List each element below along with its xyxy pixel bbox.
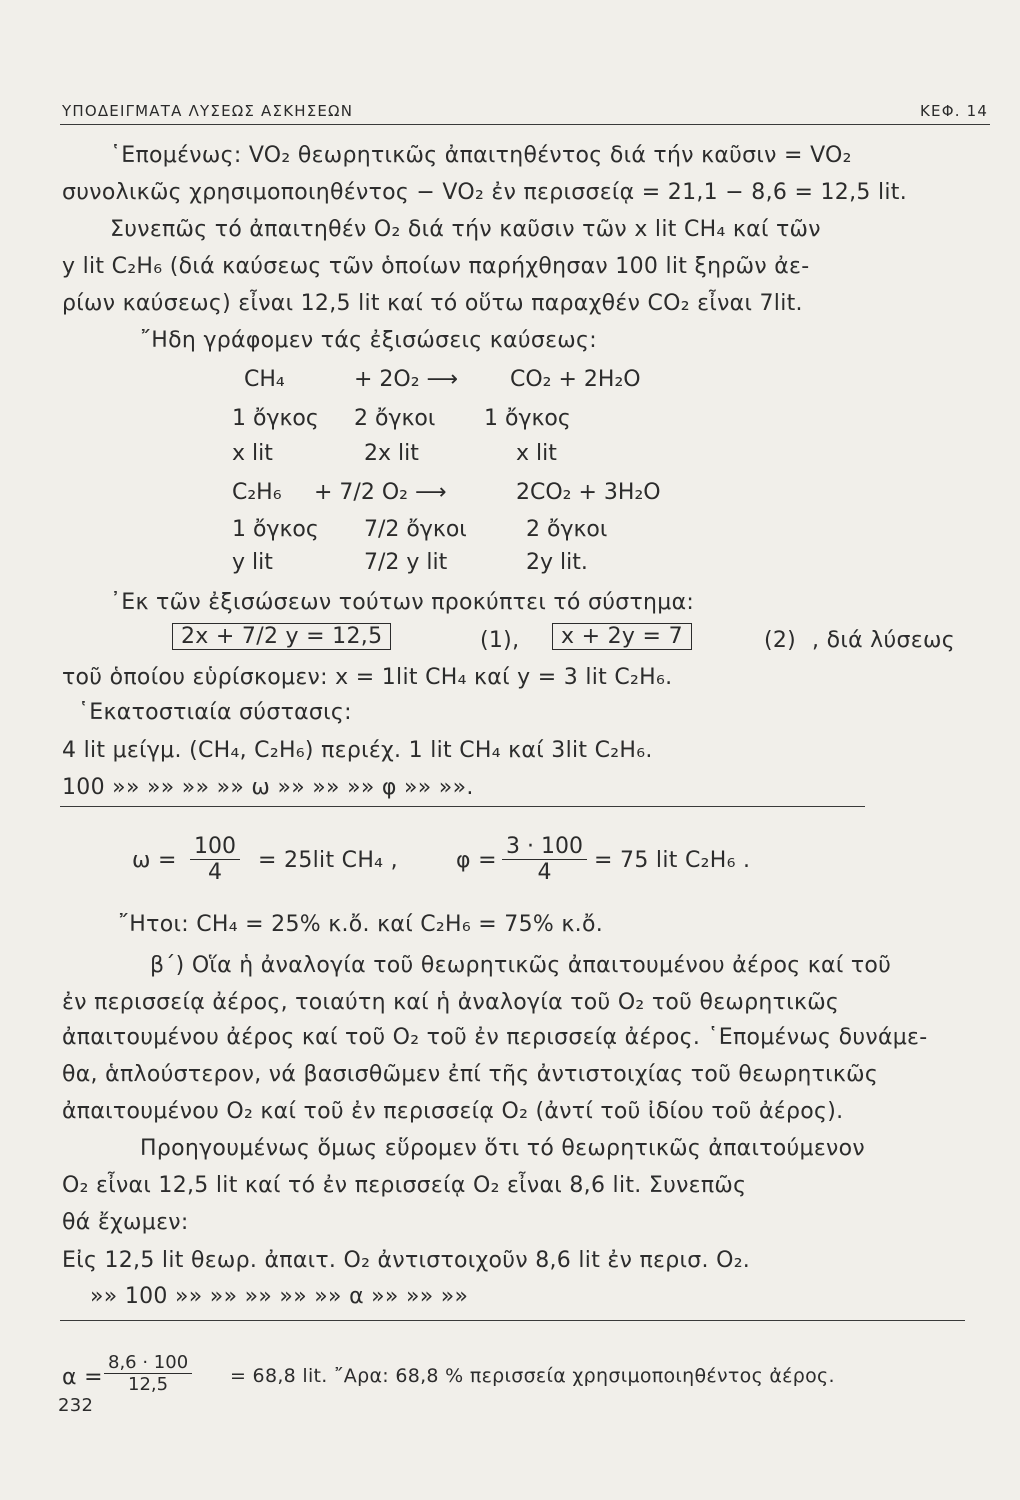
text-line: ᾿Εκ τῶν ἐξισώσεων τούτων προκύπτει τό σύστημα: — [110, 590, 695, 615]
text-line: ῎Ηδη γράφομεν τάς ἐξισώσεις καύσεως: — [140, 328, 597, 353]
equation-2-label: (2) — [764, 628, 797, 653]
text-line: Προηγουμένως ὅμως εὕρομεν ὅτι τό θεωρητικῶς ἀπαιτούμενον — [140, 1136, 865, 1161]
alpha-lhs: α = — [62, 1365, 103, 1390]
equation-1: 2x + 7/2 y = 12,5 — [172, 624, 391, 649]
document-page: ΥΠΟΔΕΙΓΜΑΤΑ ΛΥΣΕΩΣ ΑΣΚΗΣΕΩΝ ΚΕΦ. 14 ῾Επομένως: VO₂ θεωρητικῶς ἀπαιτηθέντος διά τήν καῦσιν = VO₂ συνολικῶς χρησιμοποιηθέντος − VO₂ ἐν περισσείᾳ = 21,1 − 8,6 = 12,5 lit. Συνεπῶς τό ἀπαιτηθέν O₂ διά τήν καῦσιν τῶν x lit CH₄ καί τῶν y lit C₂H₆ (διά καύσεως τῶν ὁποίων παρήχθησαν 100 lit ξηρῶν ἀε- ρίων καύσεως) εἶναι 12,5 lit καί τό οὕτω παραχθέν CO₂ εἶναι 7lit. ῎Ηδη γράφομεν τάς ἐξισώσεις καύσεως: CH₄ + 2O₂ ⟶ CO₂ + 2H₂O 1 ὄγκος 2 ὄγκοι 1 ὄγκος x lit 2x lit x lit C₂H₆ + 7/2 O₂ ⟶ 2CO₂ + 3H₂O 1 ὄγκος 7/2 ὄγκοι 2 ὄγκοι y lit 7/2 y lit 2y lit. ᾿Εκ τῶν ἐξισώσεων τούτων προκύπτει τό σύστημα: 2x + 7/2 y = 12,5 (1), x + 2y = 7 (2) , διά λύσεως τοῦ ὁποίου εὑρίσκομεν: x = 1lit CH₄ καί y = 3 lit C₂H₆. ῾Εκατοστιαία σύστασις: 4 lit μείγμ. (CH₄, C₂H₆) περιέχ. 1 lit CH₄ καί 3lit C₂H₆. 100 »» »» »» »» ω »» »» »» φ »» »». ω = $\frac{100}{4}$ = 25lit CH₄ , φ = $\frac{3 \cdot 100}{4}$ = 75 lit C₂H₆ . ῎Ητοι: CH₄ = 25% κ.ὄ. καί C₂H₆ = 75% κ.ὄ. β΄) Οἵα ἡ ἀναλογία τοῦ θεωρητικῶς ἀπαιτουμένου ἀέρος καί τοῦ ἐν περισσείᾳ ἀέρος, τοιαύτη καί ἡ ἀναλογία τοῦ O₂ τοῦ θεωρητικῶς ἀπαιτουμένου ἀέρος καί τοῦ O₂ τοῦ ἐν περισσείᾳ ἀέρος. ῾Επομένως δυνάμε- θα, ἁπλούστερον, νά βασισθῶμεν ἐπί τῆς ἀντιστοιχίας τοῦ θεωρητικῶς ἀπαιτουμένου O₂ καί τοῦ ἐν περισσείᾳ O₂ (ἀντί τοῦ ἰδίου τοῦ ἀέρος). Προηγουμένως ὅμως εὕρομεν ὅτι τό θεωρητικῶς ἀπαιτούμενον O₂ εἶναι 12,5 lit καί τό ἐν περισσείᾳ O₂ εἶναι 8,6 lit. Συνεπῶς θά ἔχωμεν: Εἰς 12,5 lit θεωρ. ἀπαιτ. O₂ ἀντιστοιχοῦν 8,6 lit ἐν περισ. O₂. »» 100 »» »» »» »» »» α »» »» »» α = $\frac{8,6 \cdot 100}{12,5}$ = 68,8 lit. ῎Αρα: 68,8 % περισσεία χρησιμοποιηθέντος ἀέρος. 232 — [58, 102, 989, 1416]
proportion-row: Εἰς 12,5 lit θεωρ. ἀπαιτ. O₂ ἀντιστοιχοῦν 8,6 lit ἐν περισ. O₂. — [62, 1248, 751, 1273]
text-line: ῾Επομένως: VO₂ θεωρητικῶς ἀπαιτηθέντος διά τήν καῦσιν = VO₂ — [110, 143, 852, 168]
text-line: O₂ εἶναι 12,5 lit καί τό ἐν περισσείᾳ O₂ εἶναι 8,6 lit. Συνεπῶς — [62, 1173, 747, 1198]
chapter-label: ΚΕΦ. 14 — [920, 102, 989, 120]
omega-rhs: = 25lit CH₄ , — [258, 848, 398, 873]
equation-2: x + 2y = 7 — [552, 624, 692, 649]
page-number: 232 — [58, 1395, 94, 1416]
text-line: ῎Ητοι: CH₄ = 25% κ.ὄ. καί C₂H₆ = 75% κ.ὄ. — [118, 912, 604, 937]
phi-fraction: $\frac{3 \cdot 100}{4}$ — [502, 834, 587, 885]
running-header-title: ΥΠΟΔΕΙΓΜΑΤΑ ΛΥΣΕΩΣ ΑΣΚΗΣΕΩΝ — [62, 102, 354, 120]
section-rule — [60, 806, 865, 807]
text-line: θα, ἁπλούστερον, νά βασισθῶμεν ἐπί τῆς ἀντιστοιχίας τοῦ θεωρητικῶς — [62, 1062, 879, 1087]
text-line: Συνεπῶς τό ἀπαιτηθέν O₂ διά τήν καῦσιν τῶν x lit CH₄ καί τῶν — [110, 217, 821, 242]
header-rule — [60, 124, 990, 125]
text-line: ἀπαιτουμένου ἀέρος καί τοῦ O₂ τοῦ ἐν περισσείᾳ ἀέρος. ῾Επομένως δυνάμε- — [62, 1025, 928, 1050]
omega-lhs: ω = — [132, 848, 177, 873]
alpha-fraction: $\frac{8,6 \cdot 100}{12,5}$ — [104, 1352, 192, 1395]
text-line: , διά λύσεως — [812, 628, 955, 653]
proportion-row: »» 100 »» »» »» »» »» α »» »» »» — [90, 1284, 469, 1309]
phi-rhs: = 75 lit C₂H₆ . — [594, 848, 751, 873]
text-line: ἐν περισσείᾳ ἀέρος, τοιαύτη καί ἡ ἀναλογία τοῦ O₂ τοῦ θεωρητικῶς — [62, 990, 840, 1015]
proportion-row: 4 lit μείγμ. (CH₄, C₂H₆) περιέχ. 1 lit CH₄ καί 3lit C₂H₆. — [62, 738, 653, 763]
text-line: θά ἔχωμεν: — [62, 1210, 189, 1235]
text-line: ῾Εκατοστιαία σύστασις: — [78, 700, 352, 725]
proportion-row: 100 »» »» »» »» ω »» »» »» φ »» »». — [62, 775, 474, 800]
text-line: β΄) Οἵα ἡ ἀναλογία τοῦ θεωρητικῶς ἀπαιτουμένου ἀέρος καί τοῦ — [150, 953, 892, 978]
equation-1-label: (1), — [480, 628, 520, 653]
text-line: συνολικῶς χρησιμοποιηθέντος − VO₂ ἐν περισσείᾳ = 21,1 − 8,6 = 12,5 lit. — [62, 180, 907, 205]
text-line: ρίων καύσεως) εἶναι 12,5 lit καί τό οὕτω παραχθέν CO₂ εἶναι 7lit. — [62, 291, 803, 316]
section-rule — [60, 1320, 965, 1321]
text-line: τοῦ ὁποίου εὑρίσκομεν: x = 1lit CH₄ καί y = 3 lit C₂H₆. — [62, 665, 673, 690]
alpha-rhs: = 68,8 lit. ῎Αρα: 68,8 % περισσεία χρησιμοποιηθέντος ἀέρος. — [230, 1365, 835, 1387]
text-line: ἀπαιτουμένου O₂ καί τοῦ ἐν περισσείᾳ O₂ (ἀντί τοῦ ἰδίου τοῦ ἀέρος). — [62, 1099, 844, 1124]
text-line: y lit C₂H₆ (διά καύσεως τῶν ὁποίων παρήχθησαν 100 lit ξηρῶν ἀε- — [62, 254, 810, 279]
phi-lhs: φ = — [456, 848, 497, 873]
omega-fraction: $\frac{100}{4}$ — [190, 834, 240, 885]
